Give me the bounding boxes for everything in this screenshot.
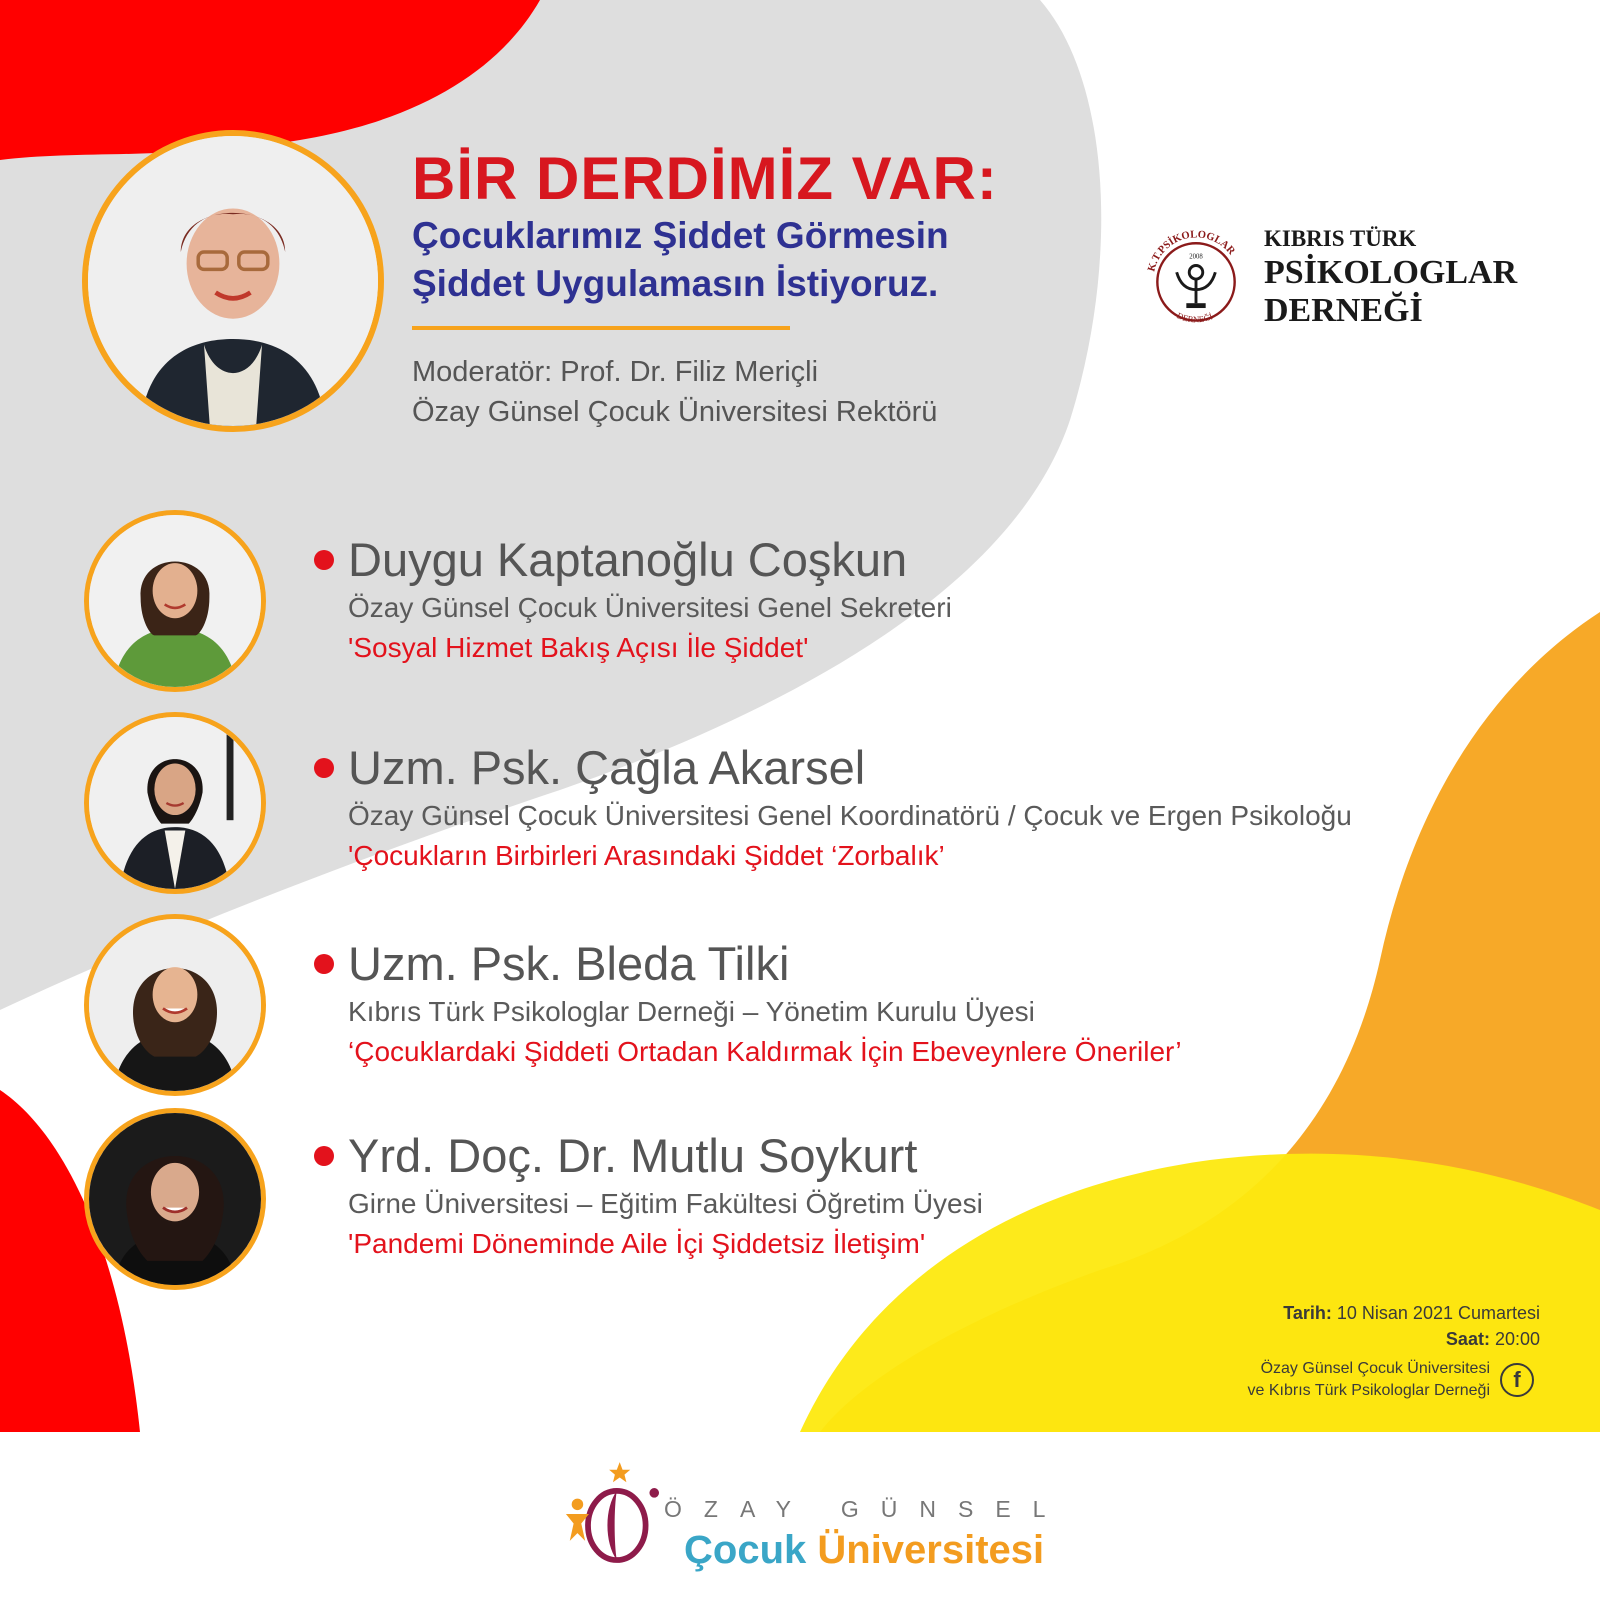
speaker-photo-2 — [84, 712, 266, 894]
bullet-dot — [314, 1146, 334, 1166]
date-value: 10 Nisan 2021 Cumartesi — [1336, 1303, 1540, 1323]
speaker-name — [314, 532, 1584, 588]
organizer-line-1: Özay Günsel Çocuk Üniversitesi — [1260, 1360, 1490, 1377]
time-label: Saat: — [1445, 1329, 1490, 1349]
university-logo — [564, 1458, 660, 1568]
bullet-dot — [314, 550, 334, 570]
event-title: BİR DERDİMİZ VAR: — [412, 145, 998, 212]
speaker-3 — [314, 936, 1584, 1072]
event-date — [1080, 1300, 1540, 1326]
speaker-name — [314, 740, 1584, 796]
association-seal-logo — [1138, 222, 1254, 338]
association-name — [1264, 224, 1584, 330]
association-name-line-3: DERNEĞİ — [1264, 292, 1423, 329]
speaker-photo-4 — [84, 1108, 266, 1290]
organizer-line-2: ve Kıbrıs Türk Psikologlar Derneği — [1247, 1382, 1490, 1399]
organizers-text — [1248, 1358, 1490, 1402]
speaker-topic: 'Pandemi Döneminde Aile İçi Şiddetsiz İletişim' — [348, 1228, 926, 1259]
speaker-photo-1 — [84, 510, 266, 692]
speaker-role: Girne Üniversitesi – Eğitim Fakültesi Öğretim Üyesi — [348, 1188, 983, 1219]
speaker-name — [314, 1128, 1584, 1184]
moderator-photo — [82, 130, 384, 432]
facebook-icon[interactable]: f — [1500, 1363, 1534, 1397]
association-name-line-1: KIBRIS TÜRK — [1264, 226, 1417, 251]
seal-bottom-text: DERNEĞİ — [1175, 310, 1215, 325]
subtitle-line-1: Çocuklarımız Şiddet Görmesin — [412, 215, 949, 256]
bullet-dot — [314, 758, 334, 778]
bullet-dot — [314, 954, 334, 974]
speaker-name-text: Duygu Kaptanoğlu Coşkun — [348, 533, 908, 586]
seal-year: 2008 — [1189, 253, 1203, 261]
speaker-name-text: Yrd. Doç. Dr. Mutlu Soykurt — [348, 1129, 918, 1182]
speaker-topic: 'Çocukların Birbirleri Arasındaki Şiddet ‘Zorbalık’ — [348, 840, 945, 871]
speaker-name-text: Uzm. Psk. Çağla Akarsel — [348, 741, 866, 794]
speaker-topic: ‘Çocuklardaki Şiddeti Ortadan Kaldırmak İçin Ebeveynlere Öneriler’ — [348, 1036, 1182, 1067]
speaker-role: Özay Günsel Çocuk Üniversitesi Genel Koordinatörü / Çocuk ve Ergen Psikoloğu — [348, 800, 1352, 831]
speaker-1 — [314, 532, 1584, 668]
speaker-topic: 'Sosyal Hizmet Bakış Açısı İle Şiddet' — [348, 632, 809, 663]
speaker-photo-3 — [84, 914, 266, 1096]
association-name-line-2: PSİKOLOGLAR — [1264, 254, 1518, 291]
speaker-role: Kıbrıs Türk Psikologlar Derneği – Yönetim Kurulu Üyesi — [348, 996, 1035, 1027]
university-word-universitesi: Üniversitesi — [817, 1528, 1045, 1572]
university-name-bottom — [684, 1528, 1044, 1573]
date-label: Tarih: — [1283, 1303, 1332, 1323]
svg-text:DERNEĞİ — [1176, 310, 1215, 324]
seal-top-text: K.T.PSİKOLOGLAR — [1146, 229, 1237, 273]
speaker-name — [314, 936, 1584, 992]
time-value: 20:00 — [1494, 1329, 1540, 1349]
subtitle-line-2: Şiddet Uygulamasın İstiyoruz. — [412, 263, 939, 304]
speaker-4 — [314, 1128, 1584, 1264]
university-name-top: ÖZAY GÜNSEL — [664, 1496, 1068, 1522]
moderator-info — [412, 352, 1112, 432]
event-info — [1080, 1300, 1540, 1352]
moderator-name: Moderatör: Prof. Dr. Filiz Meriçli — [412, 356, 819, 388]
event-time — [1080, 1326, 1540, 1352]
speaker-role: Özay Günsel Çocuk Üniversitesi Genel Sekreteri — [348, 592, 952, 623]
organizers — [1248, 1358, 1534, 1402]
title-underline — [412, 326, 790, 330]
moderator-title: Özay Günsel Çocuk Üniversitesi Rektörü — [412, 396, 938, 428]
event-subtitle — [412, 212, 1092, 308]
university-word-cocuk: Çocuk — [684, 1528, 807, 1572]
speaker-name-text: Uzm. Psk. Bleda Tilki — [348, 937, 790, 990]
speaker-2 — [314, 740, 1584, 876]
